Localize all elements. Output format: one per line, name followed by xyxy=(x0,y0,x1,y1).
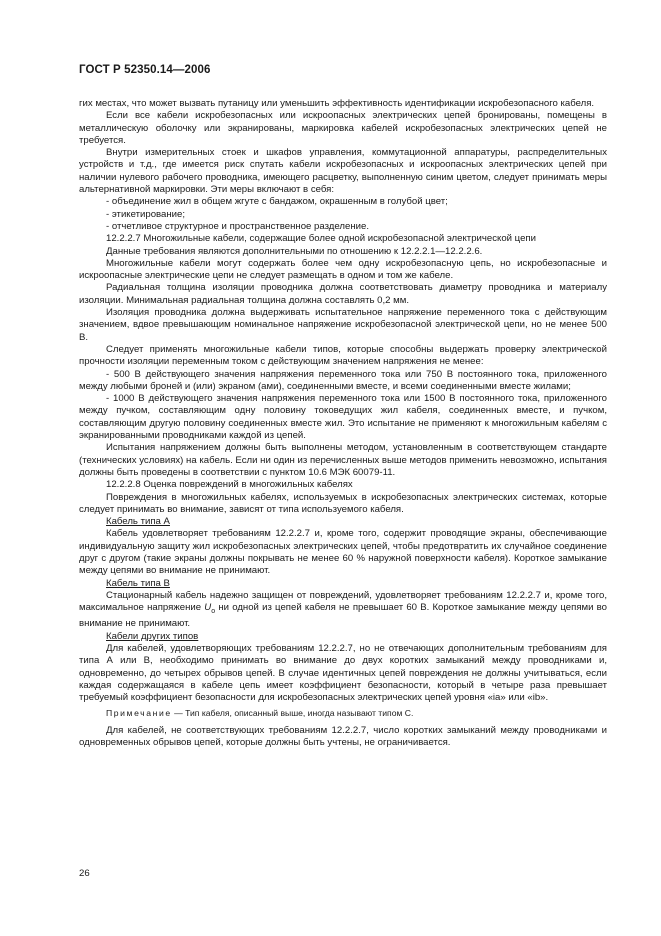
paragraph: Данные требования являются дополнительными по отношению к 12.2.2.1—12.2.2.6. xyxy=(106,245,483,257)
list-item: - отчетливое структурное и пространственное разделение. xyxy=(106,220,369,232)
section-heading: 12.2.2.7 Многожильные кабели, содержащие более одной искробезопасной электрической цепи xyxy=(106,233,536,245)
note-text: — Тип кабеля, описанный выше, иногда называют типом С. xyxy=(171,708,414,719)
voltage-subscript: o xyxy=(211,608,216,616)
paragraph: Для кабелей, удовлетворяющих требованиям 12.2.2.7, но не отвечающих дополнительным требованиям для типа А или В, необходимо принимать во внимание до двух коротких замыканий между проводниками и, одновременно, до четырех обрывов цепей. В случае идентичных цепей повреждения не должны учитываться, если каждая содержащаяся в кабеле цепь имеет коэффициент безопасности, который в четыре раза превышает требуемый коэффициент безопасности для искробезопасных электрических цепей уровня «ia» или «ib». xyxy=(79,642,607,704)
subheading-cable-type-a xyxy=(79,516,607,528)
note-label: Примечание xyxy=(106,708,172,719)
paragraph: Многожильные кабели могут содержать более чем одну искробезопасную цепь, но искробезопасные и искроопасные электрические цепи не следует размещать в одном и том же кабеле. xyxy=(79,257,607,282)
paragraph: Внутри измерительных стоек и шкафов управления, коммутационной аппаратуры, распределительных устройств и т.д., где имеется риск спутать кабели искробезопасных и искроопасных электрических цепей при наличии нулевого рабочего проводника, имеющего расцветку, выполненную синим цветом, следует принимать меры альтернативной маркировки. Эти меры включают в себя: xyxy=(79,147,607,196)
paragraph: Если все кабели искробезопасных или искроопасных электрических цепей бронированы, помещены в металлическую оболочку или экранированы, маркировка кабелей искробезопасных электрических цепей не требуется. xyxy=(79,110,607,146)
list-item: - объединение жил в общем жгуте с бандажом, окрашенным в голубой цвет; xyxy=(106,196,448,208)
paragraph: Кабель удовлетворяет требованиям 12.2.2.7 и, кроме того, содержит проводящие экраны, обеспечивающие индивидуальную защиту жил искробезопасных электрических цепей, чтобы предотвратить их случайное соединение друг с другом (такие экраны должны покрывать не менее 60 % наружной поверхности кабеля). Короткое замыкание между цепями во внимание не принимают. xyxy=(79,528,607,577)
subheading-other-cables xyxy=(79,631,607,643)
section-heading: 12.2.2.8 Оценка повреждений в многожильных кабелях xyxy=(106,479,353,491)
list-item: - 1000 В действующего значения напряжения переменного тока или 1500 В постоянного тока, приложенного между пучком, составляющим одну половину токоведущих жил кабеля, соединенных вместе, и пучком, составляющим другую половину соединенных вместе жил. Это испытание не применяют к многожильным кабелям с экранированными проводниками каждой из цепей. xyxy=(79,393,607,442)
paragraph-text: ни одной из цепей кабеля не превышает 60 В. Короткое замыкание между цепями во внимание не принимают. xyxy=(79,602,608,630)
page-number: 26 xyxy=(79,868,90,879)
paragraph: Радиальная толщина изоляции проводника должна соответствовать диаметру проводника и материалу изоляции. Минимальная радиальная толщина должна составлять 0,2 мм. xyxy=(79,282,607,306)
paragraph: Следует применять многожильные кабели типов, которые способны выдержать проверку электрической прочности изоляции переменным током с действующим значением напряжения не менее: xyxy=(79,343,607,368)
paragraph: гих местах, что может вызвать путаницу или уменьшить эффективность идентификации искробезопасного кабеля. xyxy=(79,98,595,109)
document-body xyxy=(79,98,607,749)
voltage-symbol: U xyxy=(204,602,212,614)
paragraph: Изоляция проводника должна выдерживать испытательное напряжение переменного тока с действующим значением, вдвое превышающим номинальное напряжение искробезопасной электрической цепи, но не менее 500 В. xyxy=(79,307,607,343)
note xyxy=(79,707,607,719)
subheading-text: Кабель типа В xyxy=(106,577,170,589)
subheading-text: Кабель типа А xyxy=(106,516,170,528)
paragraph: Испытания напряжением должны быть выполнены методом, установленным в соответствующем стандарте (технических условиях) на кабель. Если ни один из перечисленных выше методов применить невозможно, испытания должны быть проведены в соответствии с пунктом 10.6 МЭК 60079-11. xyxy=(79,442,607,478)
subheading-text: Кабели других типов xyxy=(106,630,199,642)
paragraph xyxy=(79,590,607,631)
subheading-cable-type-b xyxy=(79,578,607,590)
paragraph-text: Стационарный кабель надежно защищен от повреждений, удовлетворяет требованиям 12.2.2.7 и, кроме того, максимальное напряжение xyxy=(79,589,607,614)
document-header: ГОСТ Р 52350.14—2006 xyxy=(79,64,211,76)
paragraph: Повреждения в многожильных кабелях, используемых в искробезопасных электрических системах, которые следует принимать во внимание, зависят от типа используемого кабеля. xyxy=(79,491,607,515)
list-item: - этикетирование; xyxy=(106,208,186,220)
list-item: - 500 В действующего значения напряжения переменного тока или 750 В постоянного тока, приложенного между любыми броней и (или) экраном (ами), соединенными вместе, и всеми соединенными вместе жилами; xyxy=(79,368,607,392)
paragraph: Для кабелей, не соответствующих требованиям 12.2.2.7, число коротких замыканий между проводниками и одновременных обрывов цепей, которые должны быть учтены, не ограничивается. xyxy=(79,724,607,749)
